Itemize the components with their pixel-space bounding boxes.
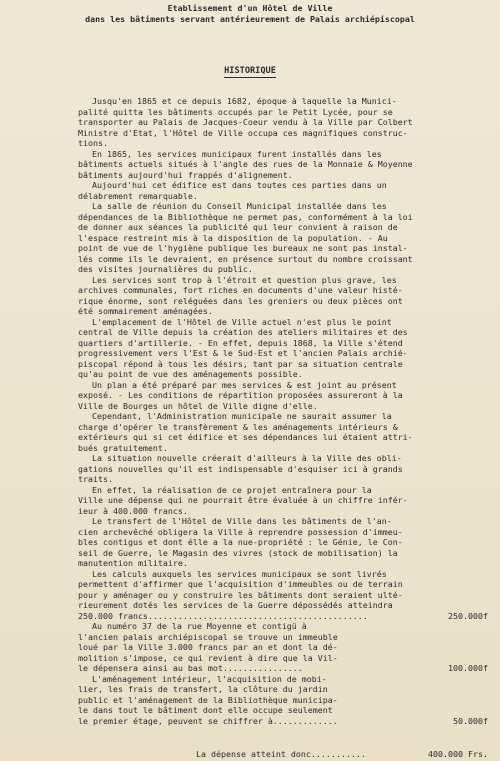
paragraph-line: transporter au Palais de Jacques-Coeur vendu à la Ville par Colbert [78,117,413,127]
paragraph-line: charge d'opérer le transfèrement & les aménagements intérieurs & [78,421,398,432]
cost-item-line: Les calculs auxquels les services municipaux se sont livrés [92,568,387,579]
document-title-line-2: dans les bâtiments servant antérieurement de Palais archiépiscopal [85,14,415,24]
paragraph-line: point de vue de l'hygiène publique les bureaux ne sont pas instal- [78,243,408,253]
cost-item-amount: 250.000f [448,610,488,621]
document-title-line-1: Etablissement d'un Hôtel de Ville [167,3,333,13]
cost-item-line: permettent d'affirmer que l'acquisition d'immeubles ou de terrain [78,579,403,589]
cost-item-line: Au numéro 37 de la rue Moyenne et contigü à [92,621,307,631]
cost-item-amount-row [78,663,488,674]
paragraph-line: Cependant, l'Administration municipale ne saurait assumer la [92,411,392,421]
paragraph-line: Ville de Bourges un hôtel de Ville digne d'elle. [78,400,318,411]
total-label: La dépense atteint donc........... [196,749,366,759]
paragraph-line: progressivement vers l'Est & le Sud-Est et l'ancien Palais archié- [78,348,408,358]
paragraph-line: Ministre d'Etat, l'Hôtel de Ville occupa ces magnifiques construc- [78,127,408,138]
paragraph-line: piscopal répond à tous les désirs, tant par sa situation centrale [78,358,403,369]
paragraph-line: tions. [78,138,108,148]
paragraph-line: traits. [78,474,113,484]
cost-item-amount-row [78,716,488,727]
paragraph-line: La situation nouvelle créerait d'ailleurs à la Ville des obli- [92,453,402,463]
cost-item-amount: 50.000f [453,715,488,726]
cost-item-line: le dans tout le bâtiment dont elle occupe seulement [78,705,333,715]
paragraph-line: ieur à 400.000 francs. [78,505,188,516]
cost-item-line: rieurement dotés les services de la Guerre dépossédés atteindra [78,600,393,610]
paragraph-line: dépendances de la Bibliothèque ne permet pas, conformément à la loi [78,211,413,222]
paragraph-line: extérieurs qui si cet édifice et ses dépendances lui étaient attri- [78,432,413,442]
paragraph-line: Les services sont trop à l'étroit et question plus grave, les [92,274,397,285]
paragraph-line: cien archevêché obligera la Ville à reprendre possession d'immeu- [78,526,403,537]
paragraph-line: rique énorme, sont reléguées dans les greniers ou deux pièces ont [78,295,403,306]
paragraph-line: bâtiments actuels situés à l'angle des rues de la Monnaie & Moyenne [78,159,413,169]
paragraph-line: central de Ville depuis la création des ateliers militaires et des [78,327,408,337]
paragraph-line: Un plan a été préparé par mes services & est joint au présent [92,379,397,390]
paragraph-line: Jusqu'en 1865 et ce depuis 1682, époque à laquelle la Munici- [92,96,397,106]
paragraph-line: gations nouvelles qu'il est indispensable d'esquiser ici à grands [78,463,403,474]
cost-item-line: l'ancien palais archiépiscopal se trouve un immeuble [78,631,338,642]
cost-item-line: public et l'aménagement de la Bibliothèque municipa- [78,694,338,705]
paragraph-line: bles contigus et dont élle a la nue-propriété : le Génie, le Con- [78,537,403,547]
cost-item-line: lier, les frais de transfert, la clôture du jardin [78,684,328,694]
paragraph-line: lés comme ils le devraient, en présence surtout du nombre croissant [78,253,413,264]
cost-item-amount: 100.000f [448,663,488,673]
paragraph-line: exposé. - Les conditions de répartition proposées assureront à la [78,390,403,400]
paragraph-line: archives communales, fort riches en documents d'une valeur histé- [78,285,403,295]
paragraph-line: bués gratuitement. [78,442,168,453]
paragraph-line: manutention militaire. [78,558,188,568]
cost-item-line: loué par la Ville 3.000 francs par an et dont la dé- [78,642,338,652]
paragraph-line: seil de Guerre, le Magasin des vivres (stock de mobilisation) la [78,547,398,558]
paragraph-line: Le transfert de l'Hôtel de Ville dans les bâtiments de l'an- [92,516,392,526]
paragraph-line: palité quitta les bâtiments occupés par le Petit Lycée, pour se [78,106,393,117]
section-heading [0,66,500,76]
total-amount: 400.000 Frs. [428,749,488,759]
cost-item-line: molition s'impose, ce qui revient à dire que la Vil- [78,652,338,663]
cost-item-last-line: le premier étage, peuvent se chiffrer à............. [78,715,338,726]
cost-item-line: L'aménagement intérieur, l'acquisition de mobi- [92,673,327,684]
cost-item-last-line: le dépensera ainsi au bas mot................ [78,663,303,673]
paragraph-line: quartiers d'artillerie. - En effet, depuis 1868, la Ville s'étend [78,337,403,348]
paragraph-line: bâtiments aujourd'hui frappés d'alignement. [78,169,293,180]
paragraph-line: été sommairement aménagées. [78,306,213,316]
paragraph-line: Ville une dépense qui ne pourrait être évaluée à un chiffre infér- [78,495,408,505]
paragraph-line: En effet, la réalisation de ce projet entraînera pour la [92,484,372,495]
paragraph-line: délabrement remarquable. [78,190,198,201]
paragraph-line: L'emplacement de l'Hôtel de Ville actuel n'est plus le point [92,316,392,327]
document-body [78,96,488,726]
paragraph-line: Aujourd'hui cet édifice est dans toutes ces parties dans un [92,180,387,190]
total-row [196,749,488,759]
paragraph-line: qu'au point de vue des aménagements possible. [78,369,303,379]
cost-item-amount-row [78,611,488,622]
paragraph-line: des visites journalières du public. [78,264,253,274]
cost-item-line: pour y aménager ou y construire les bâtiments dont seraient ulté- [78,589,403,600]
cost-item-last-line: 250.000 francs............................................ [78,610,368,621]
paragraph-line: La salle de réunion du Conseil Municipal installée dans les [92,201,387,211]
paragraph-line: En 1865, les services municipaux furent installés dans les [92,148,382,159]
paragraph-line: l'espace restreint mis à la disposition de la population. - Au [78,232,388,243]
section-heading-text: HISTORIQUE [224,66,276,76]
paragraph-line: de donner aux séances la publicité qui leur convient à raison de [78,222,398,232]
